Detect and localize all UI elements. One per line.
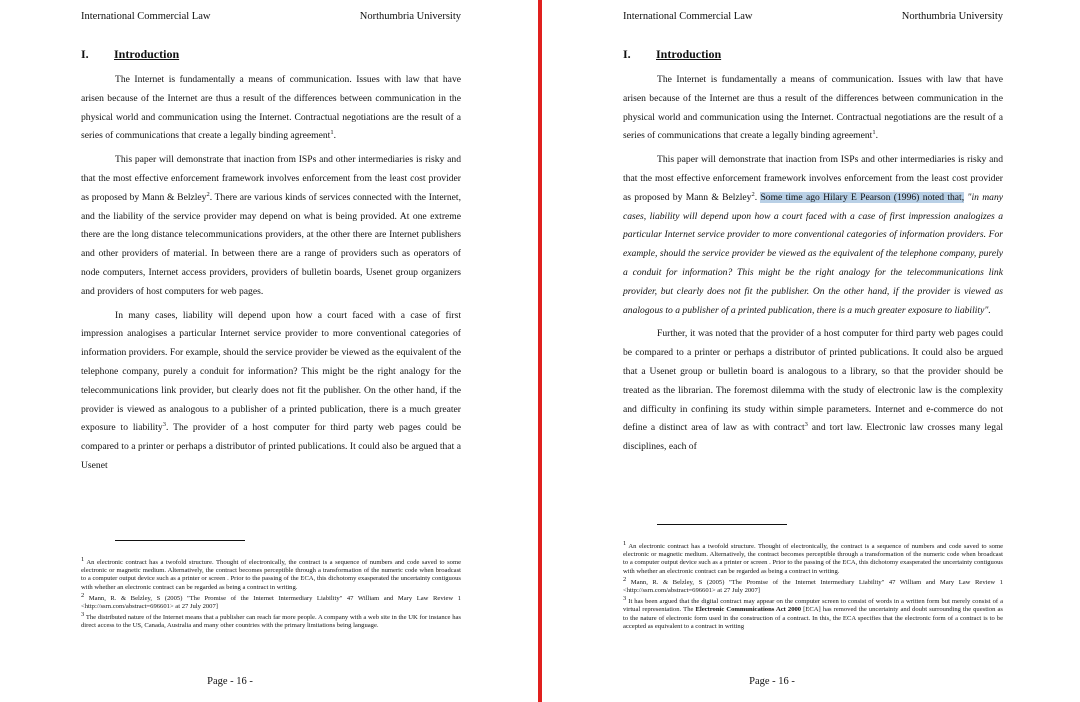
section-heading <box>81 47 179 62</box>
text-run: and tort law. Electronic law crosses many legal disciplines, each of <box>623 422 1003 453</box>
footnote <box>81 611 461 630</box>
section-number: I. <box>81 47 89 61</box>
header-course: International Commercial Law <box>81 11 211 22</box>
text-run: Mann, R. & Belzley, S (2005) "The Promise of the Internet Intermediary Liability" 47 William and Mary Law Review 1 <http://ssrn.com/abstract=696601> at 27 July 2007] <box>81 594 461 611</box>
quoted-text: "in many cases, liability will depend upon how a court faced with a case of first impression analogizes a particular Internet service provider to more conventional categories of information providers. For example, should the service provider be viewed as the equivalent of the telephone company, purely a conduit for information? This might be the right analogy for the telecommunications link provider, but clearly does not fit the publisher. On the other hand, if the provider is viewed as analogous to a publisher of a printed publication, there is a much greater exposure to liability". <box>623 191 1004 316</box>
page-content <box>81 0 461 702</box>
text-run: [ECA] has removed the uncertainty and doubt surrounding the question as to the nature of electronic form used in the construction of a contract. In this, the ECA specifies that the electronic form of a contract is to be accepted as equivalent to a contract in writing <box>623 606 1003 630</box>
paragraph <box>623 151 1003 320</box>
text-run: This paper will demonstrate that inaction from ISPs and other intermediaries is risky and that the most effective enforcement framework involves enforcement from the least cost provider as proposed by Mann & Belzley <box>623 154 1003 203</box>
text-run: . <box>333 130 337 142</box>
footnote <box>623 539 1003 576</box>
section-number: I. <box>623 47 631 61</box>
text-run: An electronic contract has a twofold structure. Thought of electronically, the contract is a sequence of numbers and code saved to some electronic or magnetic medium. Alternatively, the contract becomes perceptible through a transformation of the numeric code when broadcast to a computer output device such as a printer or screen . Prior to the passing of the ECA, this dichotomy exasperated the uncertainty contiguous with whether an electronic contract can be regarded as being a contract in writing. <box>623 543 1003 575</box>
text-run: The Internet is fundamentally a means of communication. Issues with law that have arisen because of the Internet are thus a result of the differences between communication in the physical world and communication using the Internet. Contractual negotiations are the result of a series of communications that create a legally binding agreement <box>623 74 1003 142</box>
footnote-ref: 2 <box>751 190 755 198</box>
footnote-ref: 1 <box>330 129 334 137</box>
page-number: Page - 16 - <box>749 676 795 687</box>
body-text <box>623 71 1003 462</box>
highlighted-text: Some time ago Hilary E Pearson (1996) noted that, <box>760 191 965 203</box>
text-run: The distributed nature of the Internet means that a publisher can reach far more people. A company with a web site in the UK for instance has direct access to the US, Canada, Australia and many other countries with the primary limitations being language. <box>81 614 461 630</box>
footnotes <box>81 555 461 634</box>
page-content <box>623 0 1003 702</box>
footnote-ref: 1 <box>872 129 876 137</box>
text-run: . <box>875 130 879 142</box>
footnotes <box>623 539 1003 634</box>
footnote-ref: 2 <box>623 575 627 583</box>
footnote-ref: 3 <box>804 421 808 429</box>
bold-text: Electronic Communications Act 2000 <box>695 606 802 614</box>
footnote <box>81 591 461 611</box>
text-run: An electronic contract has a twofold structure. Thought of electronically, the contract is a sequence of numbers and code saved to some electronic or magnetic medium. Alternatively, the contract becomes perceptible through a transformation of the numeric code when broadcast to a computer output device such as a printer or screen . Prior to the passing of the ECA, this dichotomy exasperated the uncertainty contiguous with whether an electronic contract can be regarded as being a contract in writing. <box>81 559 461 591</box>
text-run: Further, it was noted that the provider of a host computer for third party web pages could be compared to a printer or perhaps a distributor of printed publications. It could also be argued that a Usenet group or bulletin board is analogous to a library, so that the provider should be treated as the librarian. The foremost dilemma with the study of electronic law is the complexity and difficulty in confining its study within simple parameters. Internet and e-commerce do not define a distinct area of law as with contract <box>623 328 1003 434</box>
section-heading <box>623 47 721 62</box>
paragraph <box>81 151 461 301</box>
page-number: Page - 16 - <box>207 676 253 687</box>
text-run: This paper will demonstrate that inaction from ISPs and other intermediaries is risky and that the most effective enforcement framework involves enforcement from the least cost provider as proposed by Mann & Belzley <box>81 154 461 203</box>
text-run: Mann, R. & Belzley, S (2005) "The Promise of the Internet Intermediary Liability" 47 William and Mary Law Review 1 <http://ssrn.com/abstract=696601> at 27 July 2007] <box>623 578 1003 595</box>
text-run: . There are various kinds of services connected with the Internet, and the liability of the service provider may depend on what is being provided. At one extreme there are the long distance telecommunications providers, at the other there are Internet publishers and other providers of material. In between there are a range of providers such as operators of node computers, Internet access providers, providers of bulletin boards, Usenet group organizers and providers of host computers for web pages. <box>81 191 461 297</box>
footnote-ref: 3 <box>162 421 166 429</box>
document-page-right <box>542 0 1080 702</box>
footnote-ref: 1 <box>623 539 627 547</box>
footnote-ref: 2 <box>81 591 85 599</box>
text-run: The Internet is fundamentally a means of communication. Issues with law that have arisen because of the Internet are thus a result of the differences between communication in the physical world and communication using the Internet. Contractual negotiations are the result of a series of communications that create a legally binding agreement <box>81 74 461 142</box>
paragraph <box>623 71 1003 146</box>
text-run: It has been argued that the digital contract may appear on the computer screen to consist of words in a written form but merely consist of a virtual representation. The <box>623 598 1003 614</box>
paragraph <box>81 307 461 476</box>
header-course: International Commercial Law <box>623 11 753 22</box>
footnote <box>623 595 1003 631</box>
body-text <box>81 71 461 481</box>
text-run: In many cases, liability will depend upon how a court faced with a case of first impression analogises a particular Internet service provider to more conventional categories of information providers. For example, should the service provider be viewed as the equivalent of the telephone company, purely a conduit for information? This might be the right analogy for the telecommunications link provider, but clearly does not fit the publisher. On the other hand, if the provider is viewed as analogous to a publisher of a printed publication, there is a much greater exposure to liability <box>81 309 461 434</box>
footnote-separator <box>115 540 245 541</box>
paragraph <box>623 325 1003 457</box>
text-run: . The provider of a host computer for third party web pages could be compared to a printer or perhaps a distributor of printed publications. It could also be argued that a Usenet <box>81 422 461 471</box>
footnote-ref: 2 <box>206 190 210 198</box>
section-title: Introduction <box>114 47 180 61</box>
footnote-ref: 3 <box>623 595 627 603</box>
footnote <box>623 575 1003 595</box>
section-title: Introduction <box>656 47 722 61</box>
footnote <box>81 555 461 592</box>
header-institution: Northumbria University <box>901 11 1003 22</box>
footnote-ref: 3 <box>81 611 85 619</box>
header-institution: Northumbria University <box>359 11 461 22</box>
footnote-separator <box>657 524 787 525</box>
footnote-ref: 1 <box>81 555 85 563</box>
text-run: . <box>754 191 761 203</box>
paragraph <box>81 71 461 146</box>
